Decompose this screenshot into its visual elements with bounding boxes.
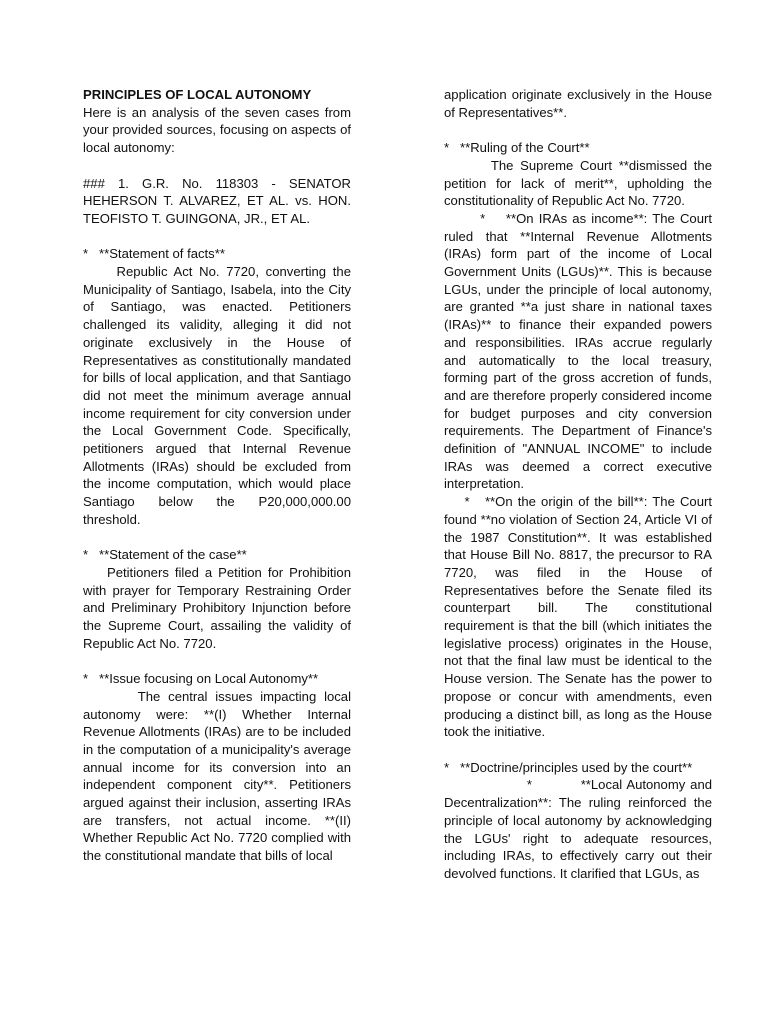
paragraph: * **Statement of the case**: [83, 547, 247, 563]
paragraph: * **On the origin of the bill**: The Court found **no violation of Section 24, Article VI of the 1987 Constitution**. It was established that House Bill No. 8817, the precursor to RA 7720, was filed in the House of Representatives before the Senate filed its counterpart bill. The constitutional requirement is that the bill (which initiates the legislative process) originates in the House, not that the final law must be identical to the House version. The Senate has the power to propose or concur with amendments, even producing a distinct bill, as long as the House took the initiative.: [444, 494, 716, 740]
paragraph: Here is an analysis of the seven cases from your provided sources, focusing on aspects of local autonomy:: [83, 104, 355, 156]
paragraph-gap: [83, 157, 351, 175]
paragraph: * **Local Autonomy and Decentralization**: The ruling reinforced the principle of local autonomy by acknowledging the LGUs' right to adequate resources, including IRAs, to effectively carry out their devolved functions. It clarified that LGUs, as: [444, 777, 716, 881]
paragraph: The Supreme Court **dismissed the petition for lack of merit**, upholding the constitutionality of Republic Act No. 7720.: [444, 157, 716, 209]
paragraph-gap: [83, 652, 351, 670]
paragraph: The central issues impacting local autonomy were: **(I) Whether Internal Revenue Allotments (IRAs) are to be included in the computation of a municipality's average annual income for its conversion into an independent component city**. Petitioners argued against their inclusion, asserting IRAs are transfers, not actual income. **(II) Whether Republic Act No. 7720 complied with the constitutional mandate that bills of local: [83, 688, 355, 864]
paragraph: * **On IRAs as income**: The Court ruled that **Internal Revenue Allotments (IRAs) form part of the income of Local Government Units (LGUs)**. This is because LGUs, under the principle of local autonomy, are granted **a just share in national taxes (IRAs)** to finance their expanded powers and responsibilities. IRAs accrue regularly and automatically to the local treasury, forming part of the gross accretion of funds, and are therefore properly considered income for budget purposes and city conversion requirements. The Department of Finance's definition of "ANNUAL INCOME" to include IRAs was deemed a correct executive interpretation.: [444, 210, 716, 492]
paragraph: * **Doctrine/principles used by the court**: [444, 759, 693, 775]
paragraph: Republic Act No. 7720, converting the Municipality of Santiago, Isabela, into the City of Santiago, was enacted. Petitioners challenged its validity, alleging it did not originate exclusively in the House of Representatives as constitutionally mandated for bills of local application, and that Santiago did not meet the minimum average annual income requirement for city conversion under the Local Government Code. Specifically, petitioners argued that Internal Revenue Allotments (IRAs) should be excluded from the income computation, which would place Santiago below the P20,000,000.00 threshold.: [83, 264, 355, 527]
paragraph: Petitioners filed a Petition for Prohibition with prayer for Temporary Restraining Order and Preliminary Prohibitory Injunction before the Supreme Court, assailing the validity of Republic Act No. 7720.: [83, 564, 355, 651]
paragraph: application originate exclusively in the House of Representatives**.: [444, 87, 716, 120]
paragraph: * **Statement of facts**: [83, 246, 225, 262]
right-column: [444, 86, 716, 883]
paragraph: * **Issue focusing on Local Autonomy**: [83, 671, 319, 687]
paragraph-gap: [83, 529, 351, 547]
paragraph: * **Ruling of the Court**: [444, 140, 590, 156]
paragraph-gap: [83, 228, 351, 246]
paragraph: ### 1. G.R. No. 118303 - SENATOR HEHERSON T. ALVAREZ, ET AL. vs. HON. TEOFISTO T. GUINGONA, JR., ET AL.: [83, 175, 355, 226]
paragraph-gap: [444, 121, 712, 139]
left-column: [83, 86, 355, 865]
document-title: PRINCIPLES OF LOCAL AUTONOMY: [83, 87, 312, 102]
paragraph-gap: [444, 741, 712, 759]
